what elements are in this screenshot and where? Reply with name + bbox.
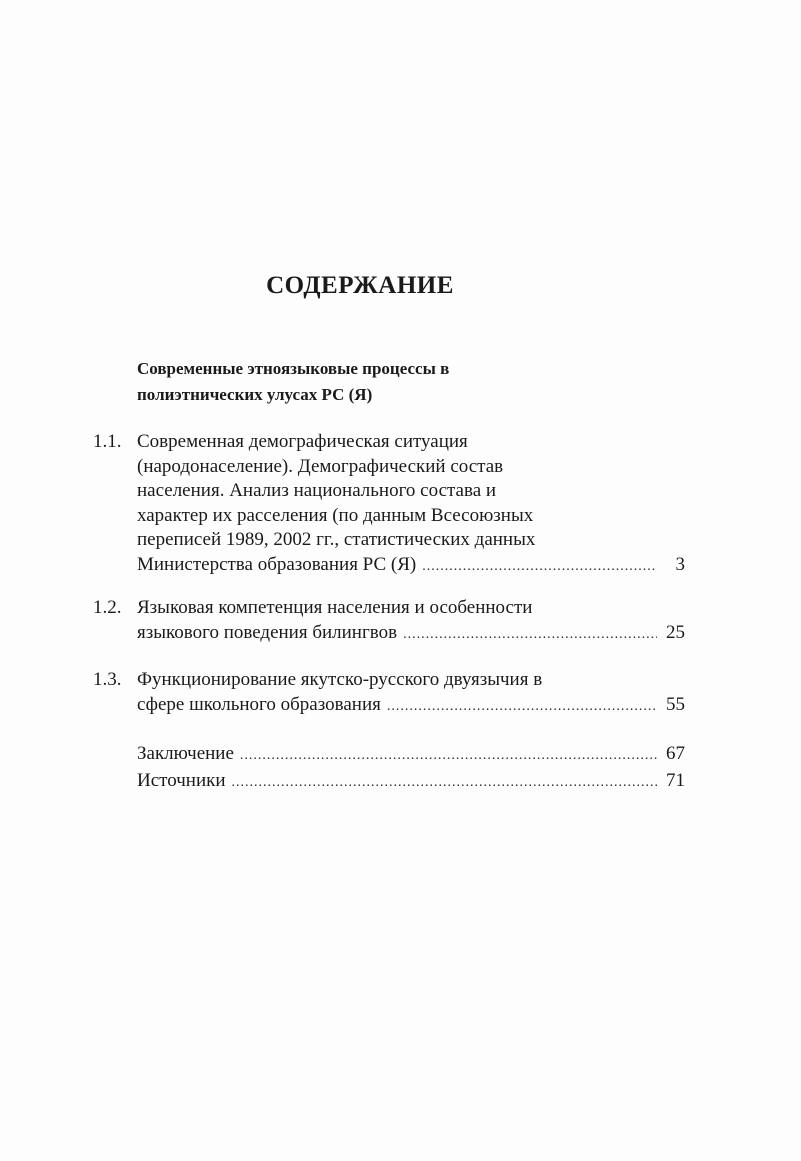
toc-entry-number: 1.2. <box>93 597 122 618</box>
toc-entry-leader-line <box>137 553 685 580</box>
toc-page-number: 67 <box>666 743 685 764</box>
toc-page-number: 25 <box>666 621 685 643</box>
toc-entry-text-line: Современная демографическая ситуация <box>137 431 468 452</box>
toc-entry-conclusion[interactable] <box>137 742 685 769</box>
toc-entry-1-3[interactable] <box>93 668 693 719</box>
toc-entry-text-line: (народонаселение). Демографический состав <box>137 455 504 477</box>
toc-closing-entries <box>93 742 693 795</box>
toc-entry-text-line: языкового поведения билингвов <box>137 621 398 643</box>
toc-page-number: 55 <box>666 693 685 715</box>
toc-entry-1-1[interactable] <box>93 430 693 579</box>
toc-entry-text-line: Языковая компетенция населения и особенности <box>137 597 533 618</box>
section-heading-line-1: Современные этноязыковые процессы в <box>137 359 450 378</box>
dot-leader <box>403 623 657 648</box>
toc-entry-number: 1.1. <box>93 431 122 452</box>
toc-entry-text-line: Функционирование якутско-русского двуязычия в <box>137 669 543 690</box>
toc-entry-text-line: характер их расселения (по данным Всесоюзных <box>137 504 534 526</box>
dot-leader <box>240 744 657 769</box>
toc-entry-text-line: Источники <box>137 769 226 791</box>
toc-entry-sources[interactable] <box>137 769 685 796</box>
dot-leader <box>422 555 657 580</box>
toc-entry-text-line: Заключение <box>137 743 234 764</box>
dot-leader <box>387 695 657 720</box>
section-heading-line-2: полиэтнических улусах РС (Я) <box>137 385 373 404</box>
toc-page-number: 3 <box>675 553 685 575</box>
toc-entry-text-line: Министерства образования РС (Я) <box>137 553 417 575</box>
toc-entry-1-2[interactable] <box>93 596 693 647</box>
dot-leader <box>232 771 657 796</box>
page-title: СОДЕРЖАНИЕ <box>266 272 454 299</box>
toc-entry-text-line: сфере школьного образования <box>137 693 381 715</box>
toc-entry-text-line: населения. Анализ национального состава и <box>137 480 497 501</box>
toc-page-number: 71 <box>666 769 685 791</box>
toc-entry-text-line: переписей 1989, 2002 гг., статистических данных <box>137 529 536 550</box>
section-heading <box>137 356 657 408</box>
toc-entry-leader-line <box>137 693 685 720</box>
toc-entry-leader-line <box>137 621 685 648</box>
toc-entry-number: 1.3. <box>93 669 122 690</box>
